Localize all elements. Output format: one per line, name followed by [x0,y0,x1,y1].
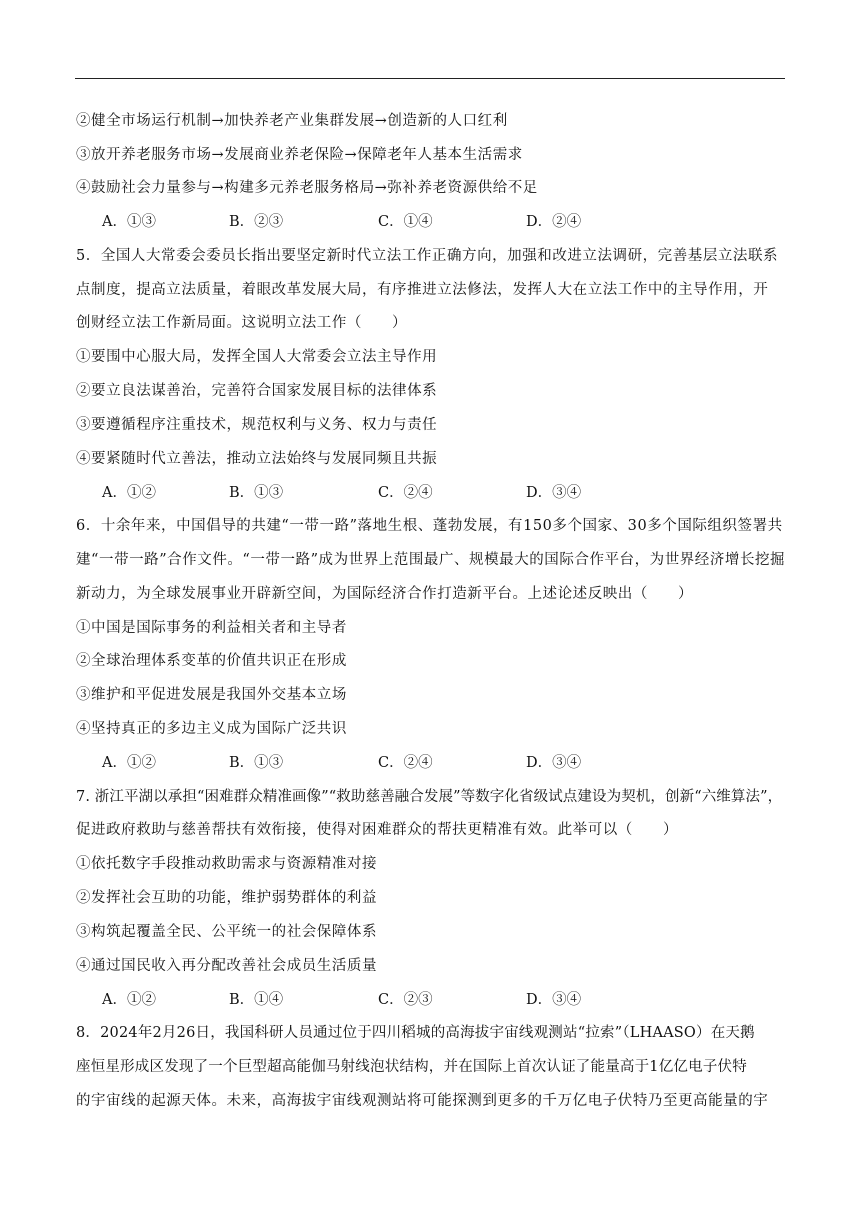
q5-stem-line-2: 点制度，提高立法质量，着眼改革发展大局，有序推进立法修法，发挥人大在立法工作中的主导作用，开 [76,282,769,298]
q4-option-2: ②健全市场运行机制→加快养老产业集群发展→创造新的人口红利 [76,113,508,129]
choice-b: B．①③ [229,485,284,501]
q6-option-4: ④坚持真正的多边主义成为国际广泛共识 [76,721,347,737]
choice-a: A．①② [102,755,156,771]
q8-stem-line-1: 8．2024年2月26日，我国科研人员通过位于四川稻城的高海拔宇宙线观测站“拉索”（LHAASO）在天鹅 [76,1025,755,1041]
q7-option-1: ①依托数字手段推动救助需求与资源精准对接 [76,856,377,872]
choice-a: A．①② [102,992,156,1008]
choice-d: D．③④ [526,755,582,771]
q8-stem-line-3: 的宇宙线的起源天体。未来，高海拔宇宙线观测站将可能探测到更多的千万亿电子伏特乃至更高能量的宇 [76,1093,769,1109]
choice-a: A．①③ [102,214,156,230]
choice-c: C．①④ [378,214,433,230]
choice-b: B．②③ [229,214,284,230]
q4-option-4: ④鼓励社会力量参与→构建多元养老服务格局→弥补养老资源供给不足 [76,180,538,196]
q5-stem-line-3: 创财经立法工作新局面。这说明立法工作（ ） [76,315,408,331]
q4-option-3: ③放开养老服务市场→发展商业养老保险→保障老年人基本生活需求 [76,147,523,163]
choice-c: C．②③ [378,992,433,1008]
q6-option-3: ③维护和平促进发展是我国外交基本立场 [76,687,347,703]
q7-option-4: ④通过国民收入再分配改善社会成员生活质量 [76,958,377,974]
q5-option-1: ①要围中心服大局，发挥全国人大常委会立法主导作用 [76,349,438,365]
choice-d: D．②④ [526,214,582,230]
q8-stem-line-2: 座恒星形成区发现了一个巨型超高能伽马射线泡状结构，并在国际上首次认证了能量高于1亿亿电子伏特 [76,1059,747,1075]
choice-c: C．②④ [378,485,433,501]
q7-option-2: ②发挥社会互助的功能，维护弱势群体的利益 [76,890,377,906]
q6-option-2: ②全球治理体系变革的价值共识正在形成 [76,653,347,669]
choice-d: D．③④ [526,992,582,1008]
q5-option-4: ④要紧随时代立善法，推动立法始终与发展同频且共振 [76,451,438,467]
q5-option-2: ②要立良法谋善治，完善符合国家发展目标的法律体系 [76,383,438,399]
q7-stem-line-1: 7. 浙江平湖以承担“困难群众精准画像”“救助慈善融合发展”等数字化省级试点建设为契机，创新“六维算法”， [76,789,783,805]
header-rule [75,78,785,79]
q5-option-3: ③要遵循程序注重技术，规范权利与义务、权力与责任 [76,417,438,433]
q6-stem-line-1: 6．十余年来，中国倡导的共建“一带一路”落地生根、蓬勃发展，有150多个国家、30多个国际组织签署共 [76,518,783,534]
choice-c: C．②④ [378,755,433,771]
q5-stem-line-1: 5．全国人大常委会委员长指出要坚定新时代立法工作正确方向，加强和改进立法调研，完善基层立法联系 [76,248,779,264]
q6-stem-line-2: 建“一带一路”合作文件。“一带一路”成为世界上范围最广、规模最大的国际合作平台，为世界经济增长挖掘 [76,552,786,568]
choice-b: B．①④ [229,992,284,1008]
choice-d: D．③④ [526,485,582,501]
choice-a: A．①② [102,485,156,501]
q6-option-1: ①中国是国际事务的利益相关者和主导者 [76,620,347,636]
q7-option-3: ③构筑起覆盖全民、公平统一的社会保障体系 [76,924,377,940]
q7-stem-line-2: 促进政府救助与慈善帮扶有效衔接，使得对困难群众的帮扶更精准有效。此举可以（ ） [76,822,678,838]
q6-stem-line-3: 新动力，为全球发展事业开辟新空间，为国际经济合作打造新平台。上述论述反映出（ ） [76,586,694,602]
choice-b: B．①③ [229,755,284,771]
